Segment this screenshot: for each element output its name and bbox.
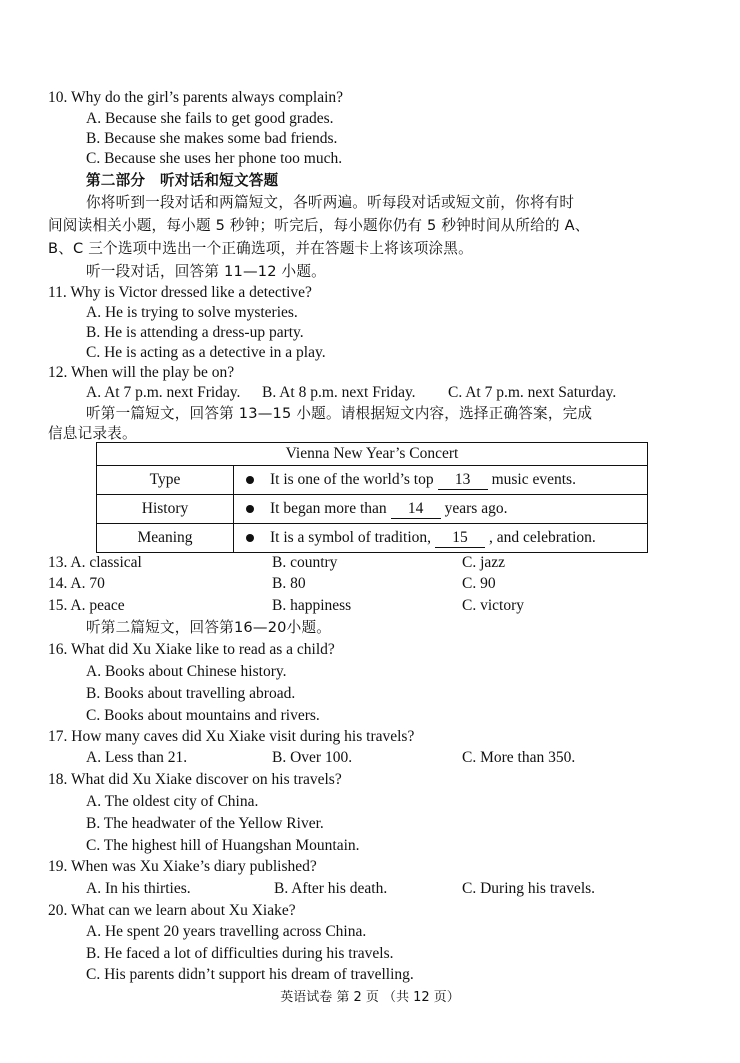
q18-stem: 18. What did Xu Xiake discover on his travels? — [48, 771, 342, 788]
q11-option-c: C. He is acting as a detective in a play. — [86, 344, 326, 361]
table-row — [97, 495, 648, 524]
q12-option-b: B. At 8 p.m. next Friday. — [262, 384, 416, 401]
q14-option-a: 14. A. 70 — [48, 575, 105, 592]
q16-stem: 16. What did Xu Xiake like to read as a child? — [48, 641, 335, 658]
passage1-instruction-2: 信息记录表。 — [48, 425, 137, 442]
bullet-icon — [246, 505, 254, 513]
q15-option-a: 15. A. peace — [48, 597, 125, 614]
q12-option-c: C. At 7 p.m. next Saturday. — [448, 384, 617, 401]
q12-option-a: A. At 7 p.m. next Friday. — [86, 384, 241, 401]
q11-stem: 11. Why is Victor dressed like a detective? — [48, 284, 312, 301]
q10-option-c: C. Because she uses her phone too much. — [86, 150, 343, 167]
row-label: History — [97, 495, 234, 524]
q19-option-b: B. After his death. — [274, 880, 388, 897]
blank-15: 15 — [435, 529, 485, 548]
row-content — [234, 495, 648, 524]
blank-13: 13 — [438, 471, 488, 490]
q13-option-c: C. jazz — [462, 554, 506, 571]
part2-instruction-1: 你将听到一段对话和两篇短文，各听两遍。听每段对话或短文前，你将有时 — [86, 194, 575, 211]
q12-stem: 12. When will the play be on? — [48, 364, 235, 381]
q19-stem: 19. When was Xu Xiake’s diary published? — [48, 858, 317, 875]
q17-stem: 17. How many caves did Xu Xiake visit during his travels? — [48, 728, 415, 745]
q11-option-a: A. He is trying to solve mysteries. — [86, 304, 298, 321]
row-text-pre: It began more than — [270, 499, 387, 517]
row-text-pre: It is a symbol of tradition, — [270, 528, 432, 546]
q17-option-c: C. More than 350. — [462, 749, 576, 766]
row-content — [234, 466, 648, 495]
info-record-table — [96, 442, 648, 553]
part2-heading: 第二部分 听对话和短文答题 — [86, 172, 279, 189]
table-title: Vienna New Year’s Concert — [97, 443, 648, 466]
part2-instruction-2: 间阅读相关小题，每小题 5 秒钟；听完后，每小题你仍有 5 秒钟时间从所给的 A、 — [48, 217, 590, 234]
q16-option-a: A. Books about Chinese history. — [86, 663, 287, 680]
q19-option-c: C. During his travels. — [462, 880, 596, 897]
q17-option-b: B. Over 100. — [272, 749, 353, 766]
row-text-post: music events. — [491, 470, 576, 488]
row-label: Meaning — [97, 524, 234, 553]
q11-option-b: B. He is attending a dress-up party. — [86, 324, 304, 341]
q15-option-c: C. victory — [462, 597, 524, 614]
q13-option-b: B. country — [272, 554, 338, 571]
q10-stem: 10. Why do the girl’s parents always complain? — [48, 89, 344, 106]
q18-option-b: B. The headwater of the Yellow River. — [86, 815, 324, 832]
dialogue-instruction: 听一段对话，回答第 11—12 小题。 — [86, 263, 326, 280]
q13-option-a: 13. A. classical — [48, 554, 142, 571]
q10-option-a: A. Because she fails to get good grades. — [86, 110, 334, 127]
bullet-icon — [246, 534, 254, 542]
row-text-pre: It is one of the world’s top — [270, 470, 434, 488]
q10-option-b: B. Because she makes some bad friends. — [86, 130, 338, 147]
q20-option-a: A. He spent 20 years travelling across China. — [86, 923, 367, 940]
row-text-post: years ago. — [444, 499, 508, 517]
blank-14: 14 — [391, 500, 441, 519]
table-row — [97, 466, 648, 495]
q16-option-b: B. Books about travelling abroad. — [86, 685, 296, 702]
q14-option-c: C. 90 — [462, 575, 496, 592]
passage2-instruction: 听第二篇短文，回答第16—20小题。 — [86, 619, 332, 636]
q15-option-b: B. happiness — [272, 597, 352, 614]
q14-option-b: B. 80 — [272, 575, 306, 592]
row-content — [234, 524, 648, 553]
q18-option-a: A. The oldest city of China. — [86, 793, 259, 810]
q18-option-c: C. The highest hill of Huangshan Mountain. — [86, 837, 360, 854]
q16-option-c: C. Books about mountains and rivers. — [86, 707, 320, 724]
q20-option-c: C. His parents didn’t support his dream of travelling. — [86, 966, 414, 983]
row-label: Type — [97, 466, 234, 495]
passage1-instruction-1: 听第一篇短文，回答第 13—15 小题。请根据短文内容，选择正确答案，完成 — [86, 405, 593, 422]
q17-option-a: A. Less than 21. — [86, 749, 188, 766]
page-footer: 英语试卷 第 2 页 （共 12 页） — [280, 990, 460, 1005]
q20-stem: 20. What can we learn about Xu Xiake? — [48, 902, 296, 919]
q19-option-a: A. In his thirties. — [86, 880, 191, 897]
table-row — [97, 524, 648, 553]
q20-option-b: B. He faced a lot of difficulties during his travels. — [86, 945, 394, 962]
row-text-post: , and celebration. — [489, 528, 596, 546]
bullet-icon — [246, 476, 254, 484]
part2-instruction-3: B、C 三个选项中选出一个正确选项，并在答题卡上将该项涂黑。 — [48, 240, 473, 257]
